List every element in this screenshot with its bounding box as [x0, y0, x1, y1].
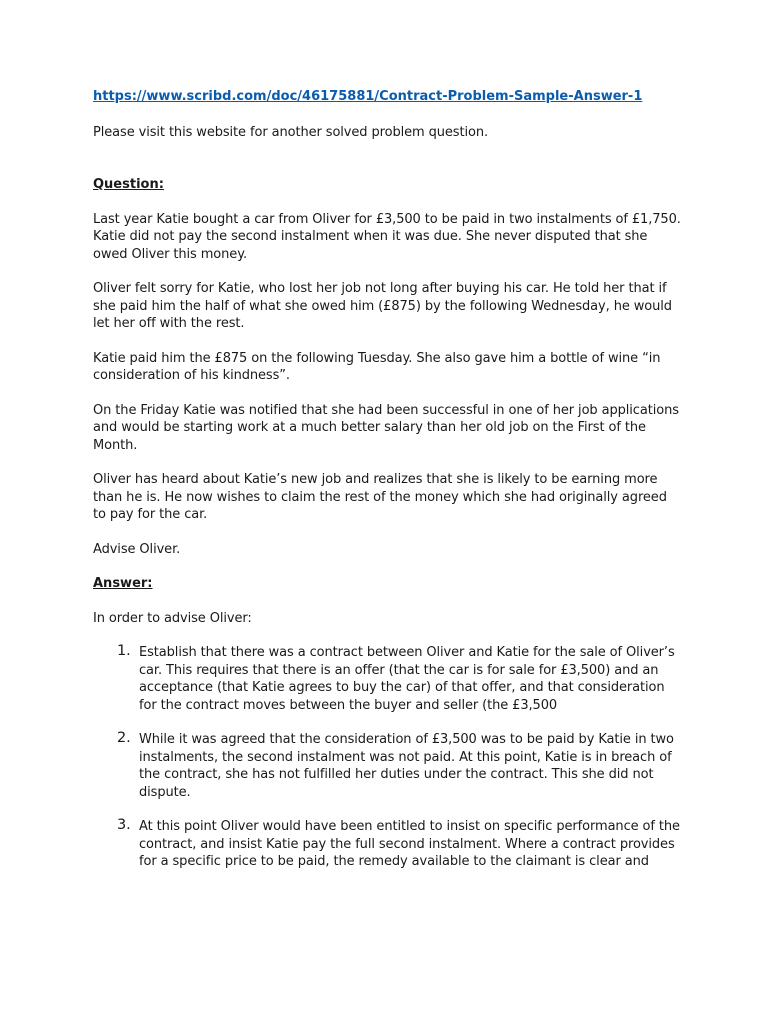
intro-text: Please visit this website for another solved problem question. [93, 124, 488, 140]
question-paragraph: Oliver felt sorry for Katie, who lost her job not long after buying his car. He told her that if she paid him the half of what she owed him (£875) by the following Wednesday, he would let her off with the rest. [93, 281, 672, 331]
question-paragraph: Oliver has heard about Katie’s new job and realizes that she is likely to be earning more than he is. He now wishes to claim the rest of the money which she had originally agreed to pay for the car. [93, 472, 667, 522]
source-link[interactable]: https://www.scribd.com/doc/46175881/Contract-Problem-Sample-Answer-1 [93, 89, 643, 104]
question-heading: Question: [93, 177, 164, 192]
list-item [93, 731, 683, 801]
list-item [93, 644, 683, 714]
question-paragraph: On the Friday Katie was notified that she had been successful in one of her job applications and would be starting work at a much better salary than her old job on the First of the Month. [93, 402, 679, 453]
list-item-number: 2. [117, 730, 131, 746]
list-item-number: 3. [117, 817, 131, 833]
list-item-text: While it was agreed that the consideration of £3,500 was to be paid by Katie in two instalments, the second instalment was not paid. At this point, Katie is in breach of the contract, she has not fulfilled her duties under the contract. This she did not dispute. [139, 732, 674, 800]
question-paragraph: Katie paid him the £875 on the following Tuesday. She also gave him a bottle of wine “in consideration of his kindness”. [93, 350, 661, 383]
answer-list [93, 644, 683, 871]
list-item [93, 818, 683, 871]
document-page [93, 88, 683, 888]
answer-heading: Answer: [93, 576, 153, 591]
answer-intro: In order to advise Oliver: [93, 610, 252, 626]
spacer [93, 158, 683, 176]
list-item-text: At this point Oliver would have been entitled to insist on specific performance of the contract, and insist Katie pay the full second instalment. Where a contract provides for a specific price to be paid, the remedy available to the claimant is clear and [139, 819, 680, 869]
list-item-text: Establish that there was a contract between Oliver and Katie for the sale of Oliver’s car. This requires that there is an offer (that the car is for sale for £3,500) and an acceptance (that Katie agrees to buy the car) of that offer, and that consideration for the contract moves between the buyer and seller (the £3,500 [139, 645, 675, 713]
list-item-number: 1. [117, 643, 131, 659]
question-paragraph: Advise Oliver. [93, 541, 181, 557]
question-paragraph: Last year Katie bought a car from Oliver for £3,500 to be paid in two instalments of £1,750. Katie did not pay the second instalment when it was due. She never disputed that she owed Oliver this money. [93, 211, 681, 262]
